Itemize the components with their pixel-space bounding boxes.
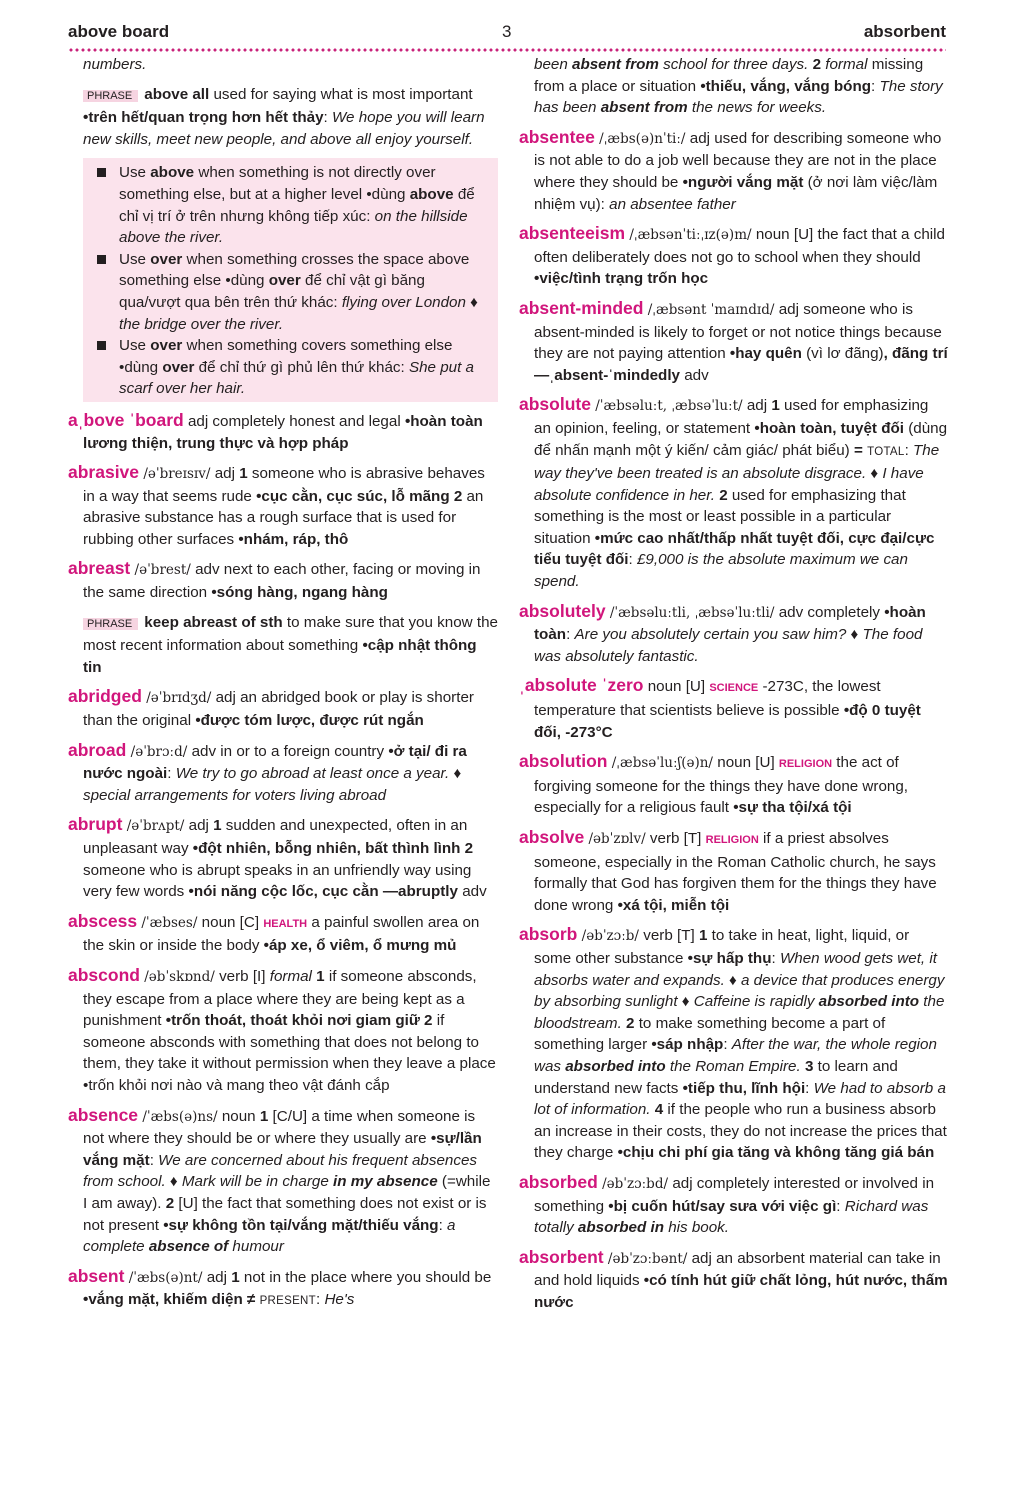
- pronunciation: /əˈbreɪsɪv/: [139, 466, 215, 483]
- text: :: [805, 1079, 814, 1097]
- page-number: 3: [502, 22, 512, 41]
- bold-text: •sự/lần vắng mặt: [83, 1130, 482, 1169]
- text: (dùng để nhấn mạnh một ý kiến/ cảm giác/ phát biểu): [534, 419, 948, 459]
- text: someone who is abrasive behaves in a way that seems rude: [83, 465, 485, 505]
- text: :: [723, 1036, 732, 1054]
- text: verb [T]: [643, 927, 699, 945]
- bold-text: above: [150, 164, 195, 182]
- text: sudden and unexpected, often in an unpleasant way: [83, 817, 468, 857]
- headword: aˌbove ˈboard: [68, 409, 184, 430]
- text: adv completely: [778, 603, 885, 621]
- text: :: [628, 551, 637, 569]
- bold-text: 1: [213, 817, 222, 835]
- example-text: the bloodstream.: [534, 993, 945, 1032]
- text: if someone absconds, they escape from a place where they are being kept as a punishment: [83, 967, 477, 1030]
- pronunciation: /ˌæbsəˈluːʃ(ə)n/: [607, 755, 718, 772]
- text: :: [566, 626, 575, 644]
- example-text: numbers.: [83, 56, 147, 73]
- text: if the people who run a business absorb an increase in their costs, they do not increase the prices that they charge: [534, 1101, 947, 1162]
- bold-example-text: absorbed into: [565, 1057, 666, 1075]
- example-text: She put a scarf over her hair.: [119, 358, 474, 398]
- dictionary-entry: [519, 675, 949, 743]
- text: adj an absorbent material can take in and hold liquids: [534, 1249, 941, 1290]
- dictionary-entry: [68, 1105, 498, 1258]
- dictionary-entry: [519, 298, 949, 386]
- bold-text: •bị cuốn hút/say sưa với việc gì: [608, 1197, 837, 1215]
- square-bullet-icon: [97, 255, 106, 264]
- example-text: formal: [825, 56, 868, 73]
- bold-text: •có tính hút giữ chất lỏng, hút nước, thấm nước: [534, 1272, 948, 1311]
- page-header: [68, 22, 946, 50]
- bold-text: •sự hấp thụ: [687, 949, 772, 967]
- headword: absent: [68, 1265, 125, 1286]
- example-text: his book.: [663, 1219, 729, 1237]
- example-text: The way they've been treated is an absolute disgrace. ♦ I have absolute confidence in her.: [534, 441, 940, 504]
- text: adv in or to a foreign country: [191, 742, 389, 760]
- text: adj: [214, 465, 240, 483]
- text: :: [836, 1197, 845, 1215]
- bold-text: , đãng trí —ˌabsent-ˈmindedly: [534, 345, 948, 384]
- text: when something is not directly over something else, but at a higher level •dùng: [119, 164, 436, 203]
- headword: absorbent: [519, 1246, 604, 1267]
- bold-example-text: absence of: [148, 1238, 229, 1256]
- text: someone who is abrupt speaks in an unfriendly way using very few words: [83, 861, 472, 901]
- text: noun [U] the fact that a child often deliberately does not go to school when they should: [534, 226, 945, 266]
- text: :: [167, 765, 176, 783]
- headword: abrasive: [68, 462, 140, 483]
- example-text: flying over London ♦ the bridge over the river.: [119, 293, 478, 333]
- text: (vì lơ đãng): [801, 345, 884, 363]
- bold-text: •tiếp thu, lĩnh hội: [682, 1079, 806, 1097]
- text: [U] the fact that something does not exist or is not present: [83, 1194, 487, 1234]
- example-text: on the hillside above the river.: [119, 207, 468, 247]
- headword: absence: [68, 1104, 139, 1125]
- text: Use: [119, 337, 151, 355]
- bold-text: •độ 0 tuyệt đối, -273°C: [534, 702, 921, 741]
- text: verb [I]: [219, 967, 270, 985]
- headword: absolutely: [519, 600, 606, 621]
- bold-text: above all: [144, 85, 210, 103]
- headword: absentee: [519, 126, 595, 147]
- text: (ở nơi làm việc/làm nhiệm vụ):: [534, 173, 938, 213]
- bold-text: 1: [771, 397, 780, 415]
- example-text: £9,000 is the absolute maximum we can spend.: [534, 551, 908, 591]
- dictionary-entry: [68, 686, 498, 731]
- text: adv next to each other, facing or moving in the same direction: [83, 561, 481, 602]
- bold-text: •hoàn toàn: [534, 603, 926, 644]
- bold-text: over: [150, 337, 183, 355]
- bold-text: 2: [719, 486, 728, 504]
- pronunciation: /əˈbrɪdʒd/: [141, 690, 216, 707]
- text: để chỉ vị trí ở trên nhưng không tiếp xúc:: [119, 185, 475, 225]
- headword: absorbed: [519, 1171, 598, 1192]
- usage-note: [83, 158, 498, 402]
- headword: absorb: [519, 924, 578, 945]
- headword: absolve: [519, 827, 585, 847]
- headword: abrupt: [68, 814, 123, 835]
- text: adj completely interested or involved in something: [534, 1174, 935, 1215]
- bold-text: above: [409, 185, 454, 203]
- pronunciation: /əˈbrʌpt/: [122, 818, 189, 835]
- text: [C/U] a time when someone is not where they should be or where they usually are: [83, 1107, 476, 1148]
- example-text: an absentee father: [609, 195, 736, 213]
- headword: absolution: [519, 751, 608, 772]
- dictionary-entry: [519, 1247, 949, 1314]
- bold-text: 1: [698, 927, 708, 945]
- example-text: Richard was totally: [534, 1197, 929, 1237]
- example-text: He's: [324, 1291, 355, 1309]
- bold-example-text: absent from: [600, 99, 688, 117]
- text: -273C, the lowest temperature that scientists believe is possible: [534, 678, 881, 720]
- dictionary-entry: [68, 740, 498, 807]
- phrase-tag: PHRASE: [83, 618, 138, 630]
- text: if a priest absolves someone, especially in the Roman Catholic church, he says formally that God has forgiven them for the things they have done wrong: [534, 830, 937, 914]
- text: :: [323, 109, 332, 127]
- continued-text: [519, 54, 949, 119]
- example-text: been: [534, 56, 573, 73]
- bold-text: 2: [812, 56, 822, 73]
- text: used for saying what is most important: [209, 85, 473, 103]
- text: :: [871, 77, 880, 95]
- bold-text: 1: [239, 465, 248, 483]
- text: to make sure that you know the most recent information about something: [83, 613, 498, 655]
- bold-text: •cập nhật thông tin: [83, 637, 477, 676]
- bold-text: 1: [316, 967, 325, 985]
- dictionary-entry: [519, 751, 949, 819]
- bold-text: •sự không tồn tại/vắng mặt/thiếu vắng: [163, 1216, 439, 1234]
- bold-text: •việc/tình trạng trốn học: [534, 270, 709, 288]
- pronunciation: /əˈbrɔːd/: [126, 743, 192, 760]
- text: an abrasive substance has a rough surface that is used for rubbing other surfaces: [83, 487, 484, 548]
- bold-text: •mức cao nhất/thấp nhất tuyệt đối, cực đại/cực tiểu tuyệt đối: [534, 529, 935, 569]
- bold-text: •nói năng cộc lốc, cục cằn —abruptly: [188, 883, 458, 901]
- dictionary-entry: [68, 814, 498, 902]
- bold-text: •xá tội, miễn tội: [617, 896, 730, 914]
- text: to learn and understand new facts: [534, 1057, 898, 1097]
- phrase-block: [68, 84, 498, 151]
- text: adj an abridged book or play is shorter than the original: [83, 689, 474, 730]
- bold-text: •cục cằn, cục súc, lỗ mãng 2: [256, 487, 463, 505]
- left-column: [68, 54, 498, 1321]
- phrase-tag: PHRASE: [83, 90, 138, 102]
- dictionary-entry: [519, 223, 949, 290]
- text: adj: [206, 1268, 232, 1286]
- pronunciation: /əbˈzɔːb/: [577, 928, 644, 945]
- text: when something crosses the space above something else •dùng: [119, 250, 470, 290]
- bold-text: •hoàn toàn, tuyệt đối: [754, 419, 904, 437]
- pronunciation: /ˈæbses/: [137, 914, 202, 931]
- square-bullet-icon: [97, 168, 106, 177]
- bold-text: •ở tại/ đi ra nước ngoài: [83, 742, 467, 783]
- text: not in the place where you should be: [239, 1268, 492, 1286]
- example-text: Are you absolutely certain you saw him? ♦ The food was absolutely fantastic.: [534, 626, 923, 665]
- bold-text: keep abreast of sth: [144, 613, 283, 631]
- pronunciation: /ˈæbs(ə)nt/: [124, 1269, 207, 1286]
- pronunciation: /ˈæbs(ə)ns/: [138, 1108, 222, 1125]
- bold-example-text: absent from: [572, 56, 659, 73]
- headword: abscond: [68, 964, 140, 985]
- bold-example-text: absorbed in: [577, 1219, 664, 1237]
- pronunciation: /ˌæbs(ə)nˈtiː/: [594, 130, 690, 147]
- text: để chỉ thứ gì phủ lên thứ khác:: [194, 358, 409, 376]
- pronunciation: /ˈæbsəluːtli, ˌæbsəˈluːtli/: [605, 604, 779, 621]
- pronunciation: /əbˈzɔːbənt/: [603, 1250, 692, 1267]
- bold-text: over: [150, 250, 183, 268]
- pronunciation: /əbˈzɒlv/: [584, 831, 650, 847]
- bold-text: 2: [626, 1014, 635, 1032]
- bold-text: •sóng hàng, ngang hàng: [211, 584, 388, 602]
- subject-label: RELIGION: [705, 834, 759, 846]
- example-text: After the war, the whole region was: [534, 1036, 937, 1075]
- example-text: formal: [269, 967, 312, 985]
- usage-note-item: [93, 162, 488, 248]
- dictionary-entry: [519, 1172, 949, 1239]
- headword: abscess: [68, 910, 138, 931]
- cross-reference: TOTAL: [867, 445, 905, 458]
- text: :: [771, 949, 780, 967]
- cross-reference: PRESENT: [259, 1295, 316, 1308]
- dictionary-entry: [68, 1266, 498, 1313]
- text: noun [C]: [201, 913, 264, 931]
- pronunciation: /ˈæbsəluːt, ˌæbsəˈluːt/: [590, 398, 747, 415]
- dictionary-entry: [519, 601, 949, 668]
- headword: abridged: [68, 686, 142, 707]
- continued-text: [68, 54, 498, 76]
- text: để chỉ vật gì băng qua/vượt qua bên trên thứ khác:: [119, 272, 425, 311]
- bold-text: •áp xe, ổ viêm, ổ mưng mủ: [263, 937, 457, 955]
- bold-text: 1: [231, 1268, 240, 1286]
- text: to take in heat, light, liquid, or some other substance: [534, 927, 910, 967]
- headword: absent-minded: [519, 297, 644, 318]
- right-column: [519, 54, 949, 1321]
- bold-text: 3: [804, 1057, 814, 1075]
- subject-label: RELIGION: [778, 758, 833, 771]
- bold-example-text: in my absence: [333, 1173, 438, 1191]
- text: adv: [457, 883, 487, 901]
- example-text: school for three days.: [658, 56, 813, 73]
- text: missing from a place or situation: [534, 56, 924, 95]
- bold-example-text: absorbed into: [818, 993, 920, 1011]
- example-text: When wood gets wet, it absorbs water and expands. ♦ a device that produces energy by absorbing sunlight ♦ Caffeine is rapidly: [534, 949, 945, 1011]
- dotted-divider: [68, 48, 946, 52]
- text: adj someone who is absent-minded is likely to forget or not notice things because they are not paying attention: [534, 300, 942, 363]
- dictionary-entry: [68, 410, 498, 454]
- bold-text: •được tóm lược, được rút ngắn: [195, 712, 424, 730]
- bold-text: over: [162, 358, 195, 376]
- bold-text: over: [268, 272, 301, 290]
- example-text: the Roman Empire.: [665, 1057, 801, 1075]
- dictionary-entry: [68, 462, 498, 550]
- example-text: We had to absorb a lot of information.: [534, 1079, 946, 1119]
- text: if someone absconds with something that does not belong to them, they take it without permission when they leave a place •trốn khỏi nơi nào và mang theo vật đánh cắp: [83, 1012, 496, 1094]
- left-guide-word: above board: [68, 22, 170, 41]
- subject-label: HEALTH: [263, 917, 308, 930]
- dictionary-entry: [519, 127, 949, 215]
- bold-text: •thiếu, vắng, vắng bóng: [700, 77, 872, 95]
- example-text: We try to go abroad at least once a year. ♦ special arrangements for voters living abroad: [83, 765, 462, 804]
- phrase-block: [68, 612, 498, 679]
- pronunciation: /əbˈskɒnd/: [139, 968, 220, 985]
- bold-text: •đột nhiên, bỗng nhiên, bất thình lình 2: [192, 840, 474, 857]
- right-guide-word: absorbent: [863, 22, 946, 41]
- headword: ˌabsolute ˈzero: [519, 675, 644, 696]
- dictionary-entry: [519, 827, 949, 916]
- example-text: the news for weeks.: [687, 99, 827, 117]
- bold-text: •hay quên: [729, 345, 802, 363]
- bold-text: 1: [259, 1107, 269, 1125]
- text: adj: [188, 817, 214, 835]
- bold-text: •hoàn toàn lương thiện, trung thực và hợp pháp: [83, 412, 483, 452]
- example-text: a complete: [83, 1216, 456, 1256]
- usage-note-item: [93, 249, 488, 335]
- bold-text: •sáp nhập: [651, 1036, 724, 1054]
- text: adj used for describing someone who is not able to do a job well because they are not in the place where they should be: [534, 129, 942, 191]
- bold-text: •trốn thoát, thoát khỏi nơi giam giữ 2: [165, 1012, 433, 1030]
- dictionary-entry: [519, 394, 949, 592]
- bold-text: 2: [165, 1194, 175, 1212]
- headword: abreast: [68, 558, 131, 579]
- example-text: humour: [228, 1238, 284, 1256]
- text: Use: [119, 164, 151, 182]
- text: when something covers something else •dùng: [119, 337, 453, 376]
- headword: abroad: [68, 739, 127, 760]
- dictionary-entry: [68, 558, 498, 603]
- text: :: [315, 1291, 325, 1309]
- text: noun [U]: [643, 678, 710, 696]
- bold-text: •nhám, ráp, thô: [238, 530, 349, 548]
- pronunciation: /ˌæbsənt ˈmaɪndɪd/: [643, 301, 779, 318]
- text: used for emphasizing that something is the most or least possible in a particular situation: [534, 486, 906, 547]
- bold-text: •người vắng mặt: [682, 173, 804, 191]
- text: used for emphasizing an opinion, feeling, or statement: [534, 397, 929, 437]
- text: :: [438, 1216, 448, 1234]
- text: adv: [679, 366, 709, 384]
- headword: absolute: [519, 394, 591, 415]
- text: a painful swollen area on the skin or inside the body: [83, 913, 480, 955]
- example-text: We hope you will learn new skills, meet new people, and above all enjoy yourself.: [83, 109, 485, 148]
- pronunciation: /əbˈzɔːbd/: [597, 1175, 673, 1192]
- pronunciation: /əˈbrest/: [130, 562, 196, 579]
- text: (=while I am away).: [83, 1173, 491, 1212]
- bold-text: •trên hết/quan trọng hơn hết thảy: [83, 109, 324, 127]
- text: :: [904, 441, 914, 459]
- bold-text: •chịu chi phí gia tăng và không tăng giá bán: [617, 1144, 935, 1162]
- dictionary-entry: [68, 965, 498, 1097]
- bold-text: =: [853, 441, 863, 459]
- text: to make something become a part of something larger: [534, 1014, 886, 1054]
- bold-text: •vắng mặt, khiếm diện ≠: [83, 1291, 256, 1309]
- dictionary-entry: [519, 924, 949, 1164]
- square-bullet-icon: [97, 341, 106, 350]
- text: the act of forgiving someone for the things they have done wrong, especially for a religious fault: [534, 754, 909, 817]
- usage-note-item: [93, 335, 488, 400]
- text: adj completely honest and legal: [183, 412, 405, 430]
- text: noun [U]: [717, 754, 779, 772]
- example-text: We are concerned about his frequent absences from school. ♦ Mark will be in charge: [83, 1151, 478, 1191]
- bold-text: 4: [654, 1101, 664, 1119]
- headword: absenteeism: [519, 223, 626, 244]
- text: Use: [119, 250, 151, 268]
- text: noun: [221, 1107, 260, 1125]
- bold-text: •sự tha tội/xá tội: [733, 799, 852, 817]
- text: verb [T]: [649, 830, 706, 847]
- subject-label: SCIENCE: [709, 682, 759, 695]
- text: adj: [746, 397, 772, 415]
- dictionary-entry: [68, 911, 498, 957]
- text: :: [149, 1151, 159, 1169]
- example-text: The story has been: [534, 77, 943, 117]
- pronunciation: /ˌæbsənˈtiːˌɪz(ə)m/: [625, 227, 756, 244]
